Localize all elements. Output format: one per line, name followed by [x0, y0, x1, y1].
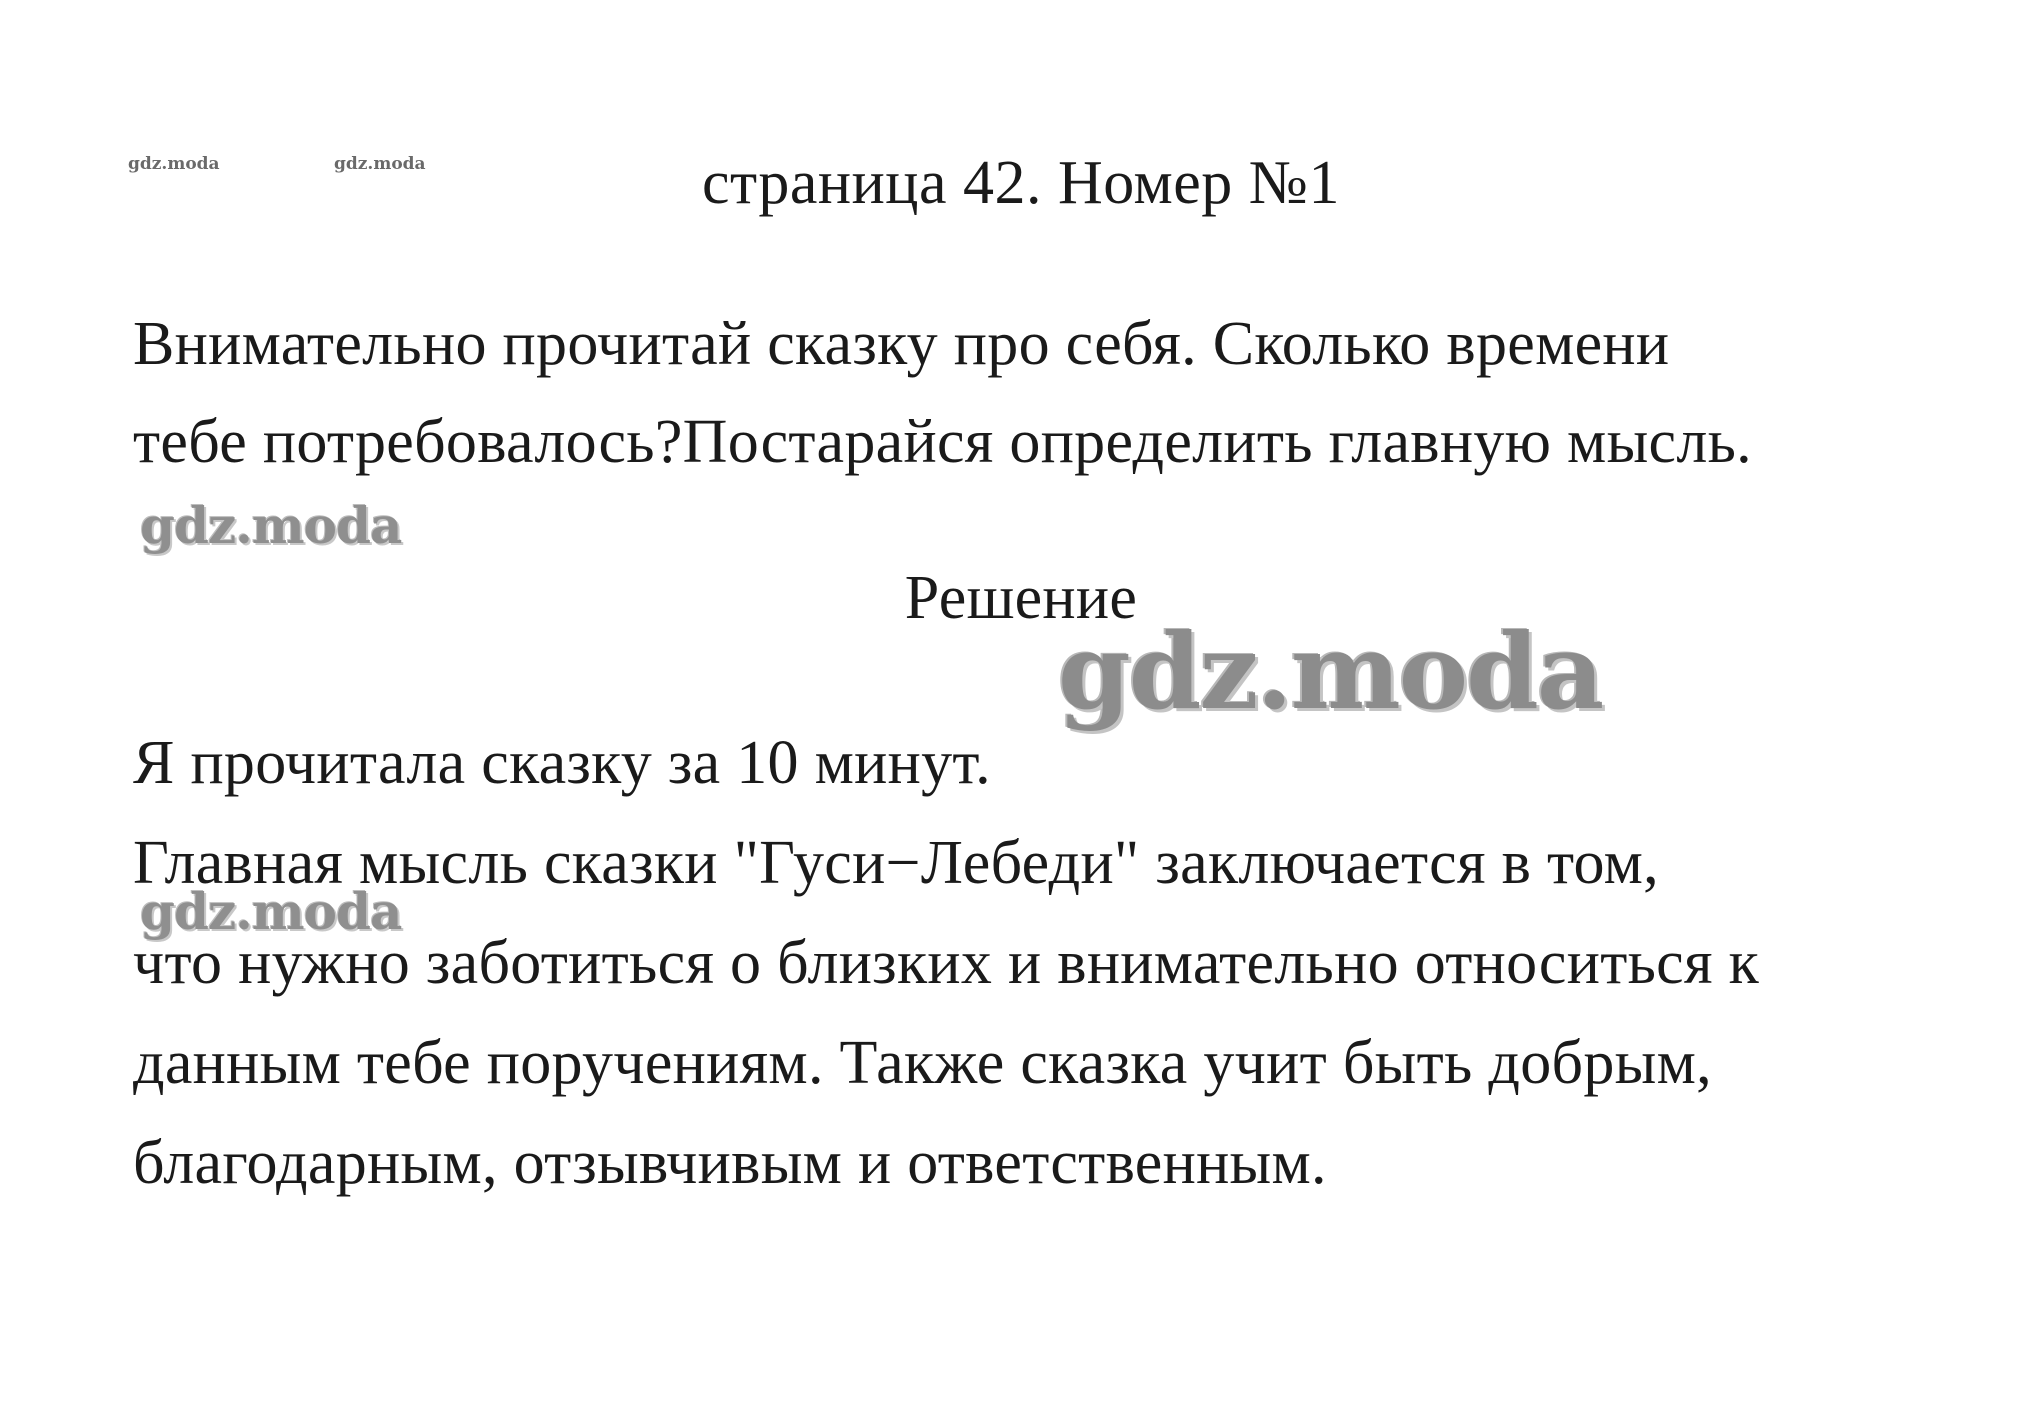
solution-line: что нужно заботиться о близких и внимательно относиться к [133, 929, 1760, 997]
task-question [133, 295, 1993, 491]
solution-heading: Решение [904, 564, 1138, 632]
watermark-small-2: gdz.moda [334, 154, 426, 174]
question-line-2: тебе потребовалось?Постарайся определить главную мысль. [133, 408, 1752, 476]
solution-line: Главная мысль сказки "Гуси−Лебеди" заключается в том, [133, 829, 1659, 897]
question-line-1: Внимательно прочитай сказку про себя. Сколько времени [133, 310, 1670, 378]
watermark-medium-2: gdz.moda [140, 882, 402, 941]
solution-line: Я прочитала сказку за 10 минут. [133, 729, 991, 797]
solution-line: данным тебе поручениям. Также сказка учит быть добрым, [133, 1029, 1712, 1097]
watermark-large: gdz.moda [1058, 610, 1603, 733]
watermark-small-1: gdz.moda [128, 154, 220, 174]
page-title: страница 42. Номер №1 [702, 149, 1340, 217]
solution-text [133, 713, 1993, 1213]
solution-line: благодарным, отзывчивым и ответственным. [133, 1129, 1327, 1197]
watermark-medium-1: gdz.moda [140, 496, 402, 555]
